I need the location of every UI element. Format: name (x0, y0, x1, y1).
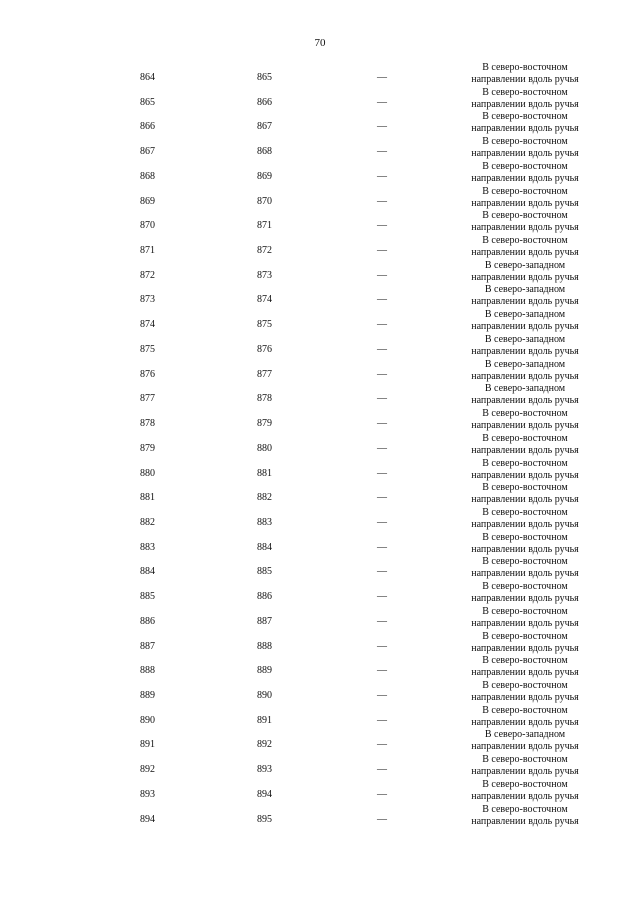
direction-line-2: направлении вдоль ручья (471, 345, 579, 357)
direction-line-2: направлении вдоль ручья (471, 74, 579, 85)
direction-description (462, 87, 588, 111)
direction-line-1: В северо-западном (484, 333, 566, 345)
table-row (0, 779, 640, 804)
direction-line-2: направлении вдоль ручья (471, 123, 579, 135)
direction-description (462, 729, 588, 753)
table-row (0, 532, 640, 557)
point-from: 888 (140, 665, 155, 677)
table-row (0, 581, 640, 606)
table-row (0, 260, 640, 285)
distance-dash: — (377, 689, 387, 701)
table-row (0, 507, 640, 532)
direction-description (462, 556, 588, 580)
point-to: 874 (257, 294, 272, 306)
point-from: 893 (140, 788, 155, 800)
direction-description (462, 804, 588, 828)
table-row (0, 804, 640, 829)
direction-description (462, 705, 588, 729)
direction-line-1: В северо-западном (484, 358, 566, 370)
distance-dash: — (377, 665, 387, 677)
table-row (0, 631, 640, 656)
direction-line-2: направлении вдоль ручья (471, 766, 579, 778)
distance-dash: — (377, 492, 387, 504)
point-to: 871 (257, 220, 272, 232)
point-to: 875 (257, 319, 272, 331)
direction-line-1: В северо-восточном (482, 136, 568, 148)
direction-description (462, 186, 588, 210)
direction-line-1: В северо-восточном (482, 581, 568, 593)
point-from: 879 (140, 442, 155, 454)
point-to: 894 (257, 788, 272, 800)
direction-line-2: направлении вдоль ручья (471, 420, 579, 432)
direction-line-1: В северо-восточном (482, 754, 568, 766)
page-number: 70 (314, 37, 326, 49)
distance-dash: — (377, 368, 387, 380)
direction-line-1: В северо-восточном (482, 210, 568, 222)
direction-line-1: В северо-восточном (482, 605, 568, 617)
direction-line-2: направлении вдоль ручья (471, 197, 579, 209)
direction-line-2: направлении вдоль ручья (471, 444, 579, 456)
distance-dash: — (377, 442, 387, 454)
table-row (0, 309, 640, 334)
distance-dash: — (377, 541, 387, 553)
direction-description (462, 779, 588, 803)
distance-dash: — (377, 714, 387, 726)
direction-line-2: направлении вдоль ручья (471, 543, 579, 555)
distance-dash: — (377, 566, 387, 578)
point-to: 887 (257, 615, 272, 627)
direction-line-1: В северо-восточном (482, 185, 568, 197)
direction-description (462, 235, 588, 259)
direction-line-2: направлении вдоль ручья (471, 222, 579, 234)
table-row (0, 655, 640, 680)
direction-line-1: В северо-восточном (482, 803, 568, 815)
direction-description (462, 680, 588, 704)
distance-dash: — (377, 96, 387, 108)
point-from: 870 (140, 220, 155, 232)
point-from: 866 (140, 121, 155, 133)
point-from: 867 (140, 146, 155, 158)
point-from: 877 (140, 393, 155, 405)
direction-line-2: направлении вдоль ручья (471, 790, 579, 802)
direction-line-2: направлении вдоль ручья (471, 469, 579, 481)
table-row (0, 606, 640, 631)
table-row (0, 359, 640, 384)
direction-line-1: В северо-западном (484, 383, 566, 395)
table-row (0, 334, 640, 359)
distance-dash: — (377, 467, 387, 479)
direction-line-1: В северо-восточном (482, 111, 568, 123)
direction-line-2: направлении вдоль ручья (471, 98, 579, 110)
point-from: 881 (140, 492, 155, 504)
direction-line-2: направлении вдоль ручья (471, 642, 579, 654)
point-to: 872 (257, 245, 272, 257)
point-from: 865 (140, 96, 155, 108)
point-to: 890 (257, 689, 272, 701)
point-to: 885 (257, 566, 272, 578)
direction-description (462, 532, 588, 556)
point-to: 888 (257, 640, 272, 652)
direction-line-2: направлении вдоль ручья (471, 271, 579, 283)
point-from: 894 (140, 813, 155, 825)
direction-description (462, 383, 588, 407)
distance-dash: — (377, 294, 387, 306)
direction-line-1: В северо-восточном (482, 86, 568, 98)
direction-description (462, 359, 588, 383)
direction-description (462, 458, 588, 482)
point-to: 892 (257, 739, 272, 751)
direction-line-1: В северо-восточном (482, 704, 568, 716)
direction-line-2: направлении вдоль ручья (471, 296, 579, 308)
distance-dash: — (377, 393, 387, 405)
distance-dash: — (377, 220, 387, 232)
point-to: 884 (257, 541, 272, 553)
distance-dash: — (377, 121, 387, 133)
distance-dash: — (377, 591, 387, 603)
table-row (0, 210, 640, 235)
point-to: 893 (257, 764, 272, 776)
direction-line-1: В северо-восточном (482, 655, 568, 667)
point-from: 873 (140, 294, 155, 306)
point-from: 878 (140, 418, 155, 430)
point-to: 879 (257, 418, 272, 430)
point-to: 895 (257, 813, 272, 825)
table-row (0, 680, 640, 705)
point-to: 878 (257, 393, 272, 405)
point-to: 865 (257, 72, 272, 83)
direction-description (462, 482, 588, 506)
direction-line-1: В северо-восточном (482, 778, 568, 790)
point-to: 883 (257, 516, 272, 528)
direction-line-2: направлении вдоль ручья (471, 148, 579, 160)
table-row (0, 458, 640, 483)
direction-line-1: В северо-восточном (482, 506, 568, 518)
direction-line-2: направлении вдоль ручья (471, 691, 579, 703)
table-row (0, 482, 640, 507)
direction-line-1: В северо-западном (484, 259, 566, 271)
direction-line-1: В северо-восточном (482, 679, 568, 691)
direction-description (462, 210, 588, 234)
table-row (0, 235, 640, 260)
point-to: 881 (257, 467, 272, 479)
direction-line-1: В северо-восточном (482, 630, 568, 642)
distance-dash: — (377, 418, 387, 430)
point-from: 886 (140, 615, 155, 627)
point-from: 889 (140, 689, 155, 701)
direction-line-2: направлении вдоль ручья (471, 518, 579, 530)
point-to: 869 (257, 170, 272, 182)
distance-dash: — (377, 343, 387, 355)
direction-description (462, 606, 588, 630)
point-to: 882 (257, 492, 272, 504)
table-row (0, 408, 640, 433)
direction-description (462, 655, 588, 679)
distance-dash: — (377, 245, 387, 257)
point-from: 884 (140, 566, 155, 578)
point-from: 871 (140, 245, 155, 257)
point-to: 870 (257, 195, 272, 207)
point-to: 868 (257, 146, 272, 158)
table-row (0, 136, 640, 161)
direction-line-1: В северо-западном (484, 309, 566, 321)
point-from: 875 (140, 343, 155, 355)
direction-line-2: направлении вдоль ручья (471, 593, 579, 605)
direction-line-1: В северо-восточном (482, 482, 568, 494)
point-to: 867 (257, 121, 272, 133)
point-to: 873 (257, 269, 272, 281)
distance-dash: — (377, 319, 387, 331)
direction-line-1: В северо-восточном (482, 160, 568, 172)
point-to: 876 (257, 343, 272, 355)
point-to: 886 (257, 591, 272, 603)
point-from: 882 (140, 516, 155, 528)
direction-description (462, 284, 588, 308)
direction-line-1: В северо-восточном (482, 62, 568, 73)
direction-description (462, 754, 588, 778)
distance-dash: — (377, 516, 387, 528)
direction-line-2: направлении вдоль ручья (471, 494, 579, 506)
point-from: 892 (140, 764, 155, 776)
direction-line-1: В северо-восточном (482, 457, 568, 469)
direction-line-1: В северо-восточном (482, 432, 568, 444)
point-from: 891 (140, 739, 155, 751)
direction-line-1: В северо-западном (484, 729, 566, 741)
direction-description (462, 136, 588, 160)
point-from: 887 (140, 640, 155, 652)
distance-dash: — (377, 764, 387, 776)
direction-line-1: В северо-восточном (482, 408, 568, 420)
direction-line-2: направлении вдоль ручья (471, 370, 579, 382)
direction-line-1: В северо-восточном (482, 235, 568, 247)
point-to: 891 (257, 714, 272, 726)
direction-description (462, 309, 588, 333)
direction-line-1: В северо-восточном (482, 531, 568, 543)
direction-line-1: В северо-восточном (482, 556, 568, 568)
direction-description (462, 581, 588, 605)
distance-dash: — (377, 195, 387, 207)
direction-line-2: направлении вдоль ручья (471, 741, 579, 753)
direction-line-2: направлении вдоль ручья (471, 815, 579, 827)
direction-line-2: направлении вдоль ручья (471, 568, 579, 580)
table-row (0, 62, 640, 87)
direction-line-2: направлении вдоль ручья (471, 667, 579, 679)
table-row (0, 87, 640, 112)
table-row (0, 161, 640, 186)
direction-description (462, 631, 588, 655)
direction-description (462, 507, 588, 531)
direction-line-1: В северо-западном (484, 284, 566, 296)
direction-line-2: направлении вдоль ручья (471, 395, 579, 407)
table-row (0, 705, 640, 730)
point-to: 889 (257, 665, 272, 677)
table-row (0, 284, 640, 309)
direction-line-2: направлении вдоль ручья (471, 716, 579, 728)
distance-dash: — (377, 615, 387, 627)
point-from: 869 (140, 195, 155, 207)
table-row (0, 111, 640, 136)
point-from: 876 (140, 368, 155, 380)
distance-dash: — (377, 739, 387, 751)
table-row (0, 754, 640, 779)
direction-description (462, 111, 588, 135)
point-from: 868 (140, 170, 155, 182)
boundary-table (0, 62, 640, 828)
distance-dash: — (377, 269, 387, 281)
direction-description (462, 433, 588, 457)
point-to: 880 (257, 442, 272, 454)
direction-description (462, 408, 588, 432)
direction-line-2: направлении вдоль ручья (471, 247, 579, 259)
direction-line-2: направлении вдоль ручья (471, 172, 579, 184)
point-from: 880 (140, 467, 155, 479)
direction-line-2: направлении вдоль ручья (471, 617, 579, 629)
direction-line-2: направлении вдоль ручья (471, 321, 579, 333)
table-row (0, 556, 640, 581)
distance-dash: — (377, 146, 387, 158)
direction-description (462, 62, 588, 86)
direction-description (462, 260, 588, 284)
distance-dash: — (377, 640, 387, 652)
table-row (0, 433, 640, 458)
distance-dash: — (377, 72, 387, 83)
point-from: 864 (140, 72, 155, 83)
point-from: 872 (140, 269, 155, 281)
point-from: 890 (140, 714, 155, 726)
point-from: 883 (140, 541, 155, 553)
point-from: 885 (140, 591, 155, 603)
direction-description (462, 161, 588, 185)
point-to: 866 (257, 96, 272, 108)
distance-dash: — (377, 788, 387, 800)
table-row (0, 186, 640, 211)
distance-dash: — (377, 813, 387, 825)
point-from: 874 (140, 319, 155, 331)
direction-description (462, 334, 588, 358)
table-row (0, 729, 640, 754)
distance-dash: — (377, 170, 387, 182)
point-to: 877 (257, 368, 272, 380)
table-row (0, 383, 640, 408)
